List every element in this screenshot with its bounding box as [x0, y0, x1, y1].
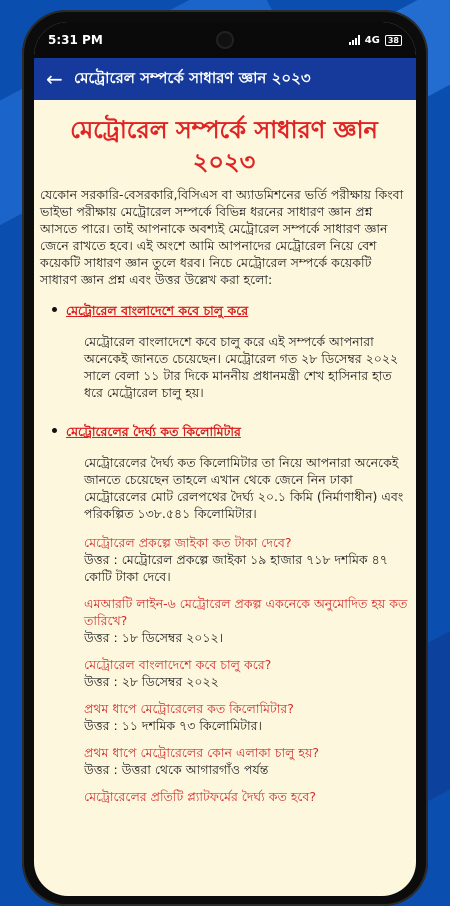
- qa-question: এমআরটি লাইন-৬ মেট্রোরেল প্রকল্প একনেকে অনুমোদিত হয় কত তারিখে?: [84, 596, 408, 628]
- qa-question: প্রথম ধাপে মেট্রোরেলের কোন এলাকা চালু হয়?: [84, 745, 319, 760]
- section-body: মেট্রোরেলের দৈর্ঘ্য কত কিলোমিটার তা নিয়ে আপনারা অনেকেই জানতে চেয়েছেন তাহলে এখান থেকে জেনে নিন ঢাকা মেট্রোরেলের মোট রেলপথের দৈর্ঘ্য ২০.১ কিমি (নির্মাণাধীন) এবং পরিকল্পিত ১৩৮.৫৪১ কিলোমিটার।: [84, 455, 404, 521]
- bullet-icon: [52, 428, 57, 433]
- article-heading: মেট্রোরেল সম্পর্কে সাধারণ জ্ঞান ২০২৩: [70, 116, 378, 176]
- bullet-icon: [52, 307, 57, 312]
- battery-icon: 38: [385, 35, 402, 46]
- article-content[interactable]: [34, 114, 416, 805]
- qa-answer: উত্তর : ১১ দশমিক ৭৩ কিলোমিটার।: [84, 718, 262, 733]
- qa-question: মেট্রোরেল বাংলাদেশে কবে চালু করে?: [84, 657, 272, 672]
- qa-answer: উত্তর : মেট্রোরেল প্রকল্পে জাইকা ১৯ হাজার ৭১৮ দশমিক ৪৭ কোটি টাকা দেবে।: [84, 552, 388, 584]
- qa-item: [84, 700, 412, 734]
- qa-item: [84, 788, 412, 805]
- status-time: 5:31 PM: [48, 33, 103, 47]
- qa-answer: উত্তর : ২৮ ডিসেম্বর ২০২২: [84, 674, 219, 689]
- signal-icon: [349, 35, 360, 45]
- article-intro: যেকোন সরকারি-বেসরকারি,বিসিএস বা অ্যাডমিশনের ভর্তি পরীক্ষায় কিংবা ভাইভা পরীক্ষায় মেট্রোরেল সম্পর্কে বিভিন্ন ধরনের সাধারণ জ্ঞান প্রশ্ন আসতে পারে। তাই আপনাকে অবশ্যই মেট্রোরেল সম্পর্কে সাধারণ জ্ঞান জেনে রাখতে হবে। এই অংশে আমি আপনাদের মেট্রোরেল নিয়ে বেশ কয়েকটি সাধারণ জ্ঞান তুলে ধরব। নিচে মেট্রোরেল সম্পর্কে কয়েকটি সাধারণ জ্ঞান প্রশ্ন এবং উত্তর উল্লেখ করা হলো:: [40, 187, 404, 287]
- phone-frame: [22, 10, 428, 906]
- app-bar: [34, 58, 416, 100]
- section-heading: [66, 300, 412, 323]
- section-title: মেট্রোরেল বাংলাদেশে কবে চালু করে: [66, 303, 249, 318]
- qa-item: [84, 656, 412, 690]
- qa-question: প্রথম ধাপে মেট্রোরেলের কত কিলোমিটার?: [84, 701, 294, 716]
- front-camera: [218, 33, 232, 47]
- phone-screen: [34, 22, 416, 896]
- qa-question: মেট্রোরেলের প্রতিটি প্ল্যাটফর্মের দৈর্ঘ্য কত হবে?: [84, 789, 317, 804]
- qa-item: [84, 744, 412, 778]
- qa-question: মেট্রোরেল প্রকল্পে জাইকা কত টাকা দেবে?: [84, 535, 292, 550]
- section-heading: [66, 421, 412, 444]
- qa-answer: উত্তর : ১৮ ডিসেম্বর ২০১২।: [84, 630, 224, 645]
- qa-answer: উত্তর : উত্তরা থেকে আগারগাঁও পর্যন্ত: [84, 762, 269, 777]
- section-title: মেট্রোরেলের দৈর্ঘ্য কত কিলোমিটার: [66, 424, 241, 439]
- back-arrow-icon[interactable]: ←: [46, 67, 63, 91]
- qa-item: [84, 595, 412, 646]
- status-bar: [34, 22, 416, 58]
- section-body: মেট্রোরেল বাংলাদেশে কবে চালু করে এই সম্পর্কে আপনারা অনেকেই জানতে চেয়েছেন। মেট্রোরেল গত ২৮ ডিসেম্বর ২০২২ সালে বেলা ১১ টার দিকে মাননীয় প্রধানমন্ত্রী শেখ হাসিনার হাত ধরে মেট্রোরেল চালু হয়।: [84, 334, 399, 400]
- status-icons: [349, 35, 402, 46]
- app-bar-title: মেট্রোরেল সম্পর্কে সাধারণ জ্ঞান ২০২৩: [74, 68, 311, 87]
- network-label: 4G: [364, 34, 380, 46]
- qa-item: [84, 534, 412, 585]
